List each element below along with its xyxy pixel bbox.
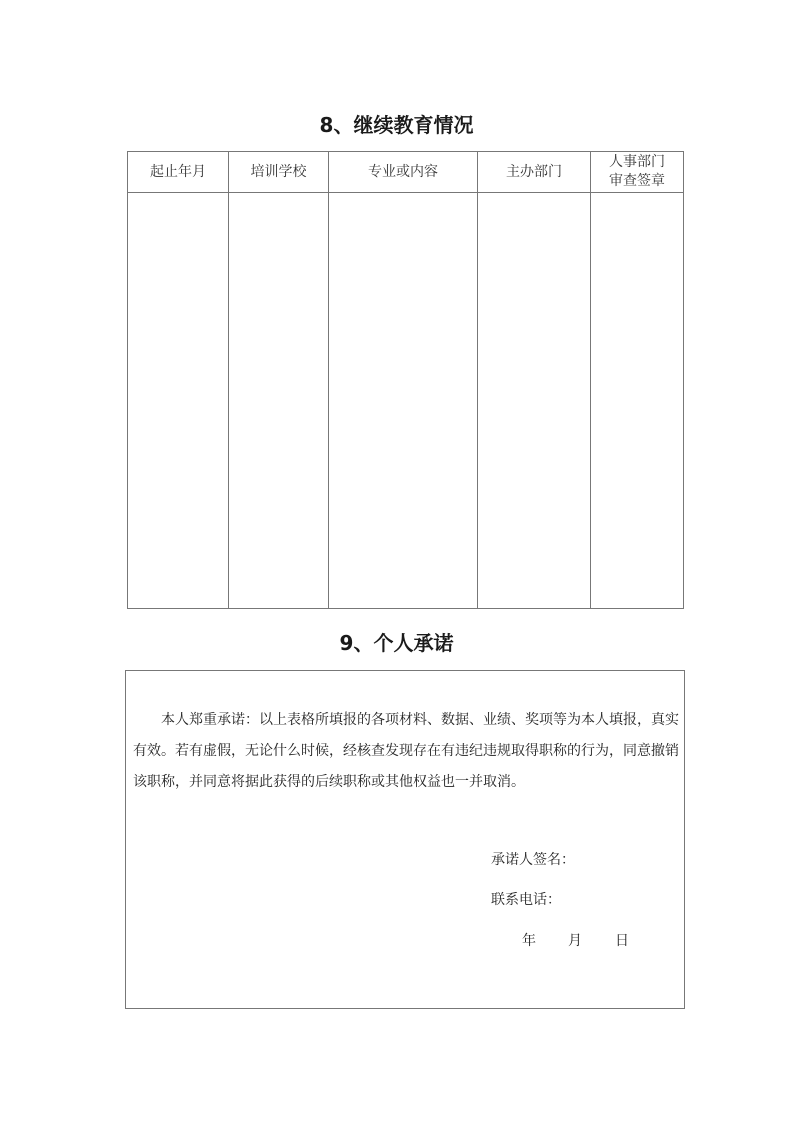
cell-content[interactable] [329,193,478,609]
personal-commitment-box [125,670,685,1009]
column-header-organizer: 主办部门 [478,152,591,193]
column-header-content: 专业或内容 [329,152,478,193]
cell-hr-seal[interactable] [591,193,684,609]
date-month-label: 月 [568,933,582,949]
table-row [128,193,684,609]
table-header-row [128,152,684,193]
column-header-school: 培训学校 [229,152,329,193]
date-year-label: 年 [522,933,536,949]
hr-seal-line-2: 审查签章 [609,173,665,189]
commitment-statement [133,705,681,798]
cell-period[interactable] [128,193,229,609]
cell-organizer[interactable] [478,193,591,609]
column-header-period: 起止年月 [128,152,229,193]
cell-school[interactable] [229,193,329,609]
phone-label: 联系电话： [491,892,561,908]
continuing-education-table [127,151,684,609]
section-9-title: 9、个人承诺 [339,631,454,655]
hr-seal-line-1: 人事部门 [609,154,665,170]
signature-label: 承诺人签名： [491,852,575,868]
date-day-label: 日 [615,933,629,949]
section-8-title: 8、继续教育情况 [319,113,474,137]
column-header-hr-seal [591,152,684,193]
commitment-text: 本人郑重承诺：以上表格所填报的各项材料、数据、业绩、奖项等为本人填报，真实有效。若有虚假，无论什么时候，经核查发现存在有违纪违规取得职称的行为，同意撤销该职称，并同意将据此获得的后续职称或其他权益也一并取消。 [133,712,679,790]
